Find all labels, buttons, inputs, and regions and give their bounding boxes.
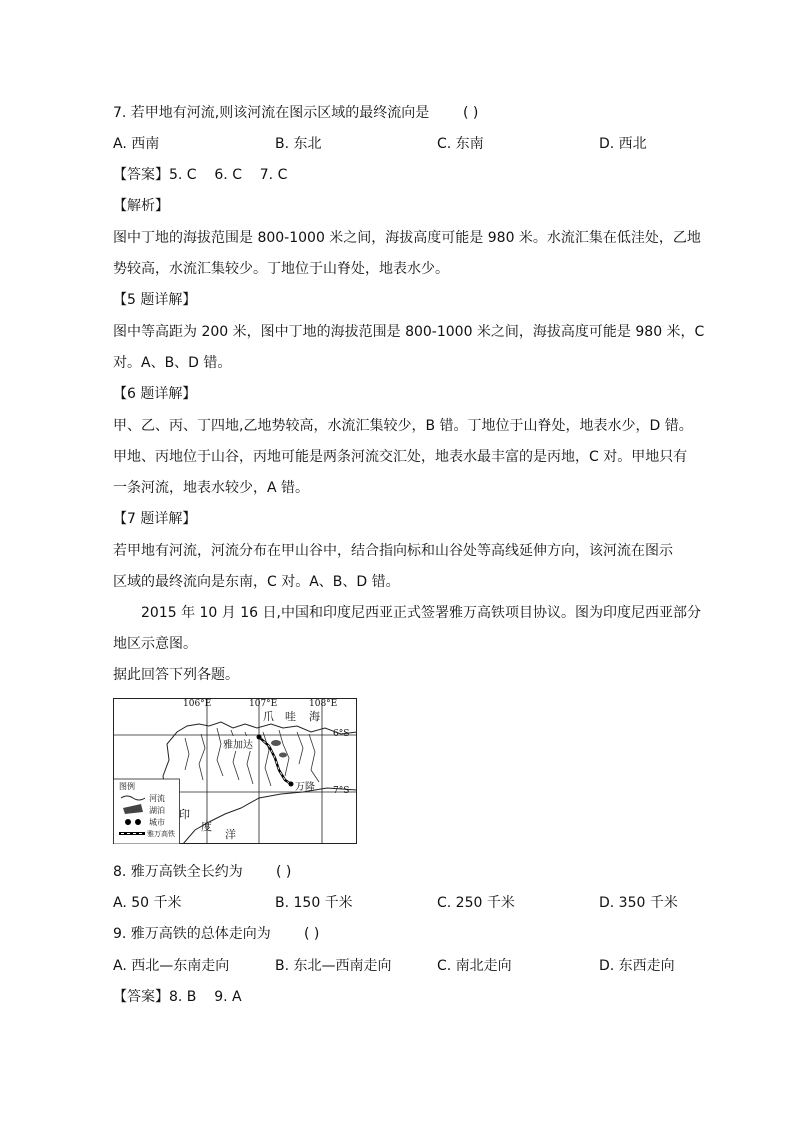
- ocean-label-2: 度: [201, 820, 212, 833]
- q6-detail-heading: 【6 题详解】: [113, 386, 197, 402]
- q5-detail-line-1: 图中等高距为 200 米，图中丁地的海拔范围是 800-1000 米之间，海拔高度可能是 980 米，C: [113, 324, 705, 340]
- q7-option-b: B. 东北: [275, 136, 322, 152]
- q6-detail-line-1: 甲、乙、丙、丁四地,乙地势较高，水流汇集较少，B 错。丁地位于山脊处，地表水少，D 错。: [113, 418, 693, 434]
- city-bandung-label: 万隆: [295, 782, 315, 793]
- q9-option-d: D. 东西走向: [599, 958, 675, 974]
- lon-106e-label: 106°E: [183, 699, 212, 709]
- ocean-label-1: 印: [179, 808, 190, 821]
- lon-108e-label: 108°E: [309, 699, 338, 709]
- q6-detail-line-2: 甲地、丙地位于山谷，丙地可能是两条河流交汇处，地表水最丰富的是丙地，C 对。甲地只有: [113, 449, 688, 465]
- q9-option-a: A. 西北—东南走向: [113, 958, 230, 974]
- sea-label-3: 海: [309, 710, 320, 723]
- indonesia-map: [113, 698, 357, 844]
- q9-stem: 9. 雅万高铁的总体走向为: [113, 926, 271, 942]
- q8-stem: 8. 雅万高铁全长约为: [113, 864, 243, 880]
- q7-option-d: D. 西北: [599, 136, 647, 152]
- intro-line-3: 据此回答下列各题。: [113, 667, 239, 683]
- lat-7s-label: 7°S: [333, 786, 350, 796]
- lake-1: [271, 740, 281, 746]
- legend-rail-label: 雅万高铁: [147, 830, 175, 838]
- intro-line-2: 地区示意图。: [113, 636, 197, 652]
- city-jakarta-label: 雅加达: [223, 736, 253, 751]
- intro-line-1: 2015 年 10 月 16 日,中国和印度尼西亚正式签署雅万高铁项目协议。图为印度尼西亚部分: [141, 605, 701, 621]
- legend-title: 图例: [119, 782, 135, 791]
- city-jakarta-dot: [257, 735, 262, 740]
- q5-detail-heading: 【5 题详解】: [113, 292, 197, 308]
- q8-option-d: D. 350 千米: [599, 895, 678, 911]
- q9-option-b: B. 东北—西南走向: [275, 958, 392, 974]
- analysis-line-2: 势较高，水流汇集较少。丁地位于山脊处，地表水少。: [113, 261, 449, 277]
- answer-8-9: 【答案】8. B 9. A: [113, 989, 242, 1005]
- q7-detail-line-2: 区域的最终流向是东南，C 对。A、B、D 错。: [113, 574, 400, 590]
- lake-2: [279, 753, 287, 758]
- q9-option-c: C. 南北走向: [437, 958, 512, 974]
- lat-6s-label: 6°S: [333, 729, 350, 739]
- analysis-heading: 【解析】: [113, 198, 169, 214]
- sea-label-1: 爪: [263, 710, 274, 723]
- q8-option-c: C. 250 千米: [437, 895, 515, 911]
- analysis-line-1: 图中丁地的海拔范围是 800-1000 米之间，海拔高度可能是 980 米。水流汇集在低洼处，乙地: [113, 230, 701, 246]
- q7-stem: 7. 若甲地有河流,则该河流在图示区域的最终流向是: [113, 105, 430, 121]
- q7-option-c: C. 东南: [437, 136, 484, 152]
- lon-107e-label: 107°E: [249, 699, 278, 709]
- q7-option-a: A. 西南: [113, 136, 160, 152]
- ocean-label-3: 洋: [225, 828, 236, 841]
- answer-5-7: 【答案】5. C 6. C 7. C: [113, 167, 288, 183]
- legend-river-label: 河流: [149, 794, 165, 803]
- q7-detail-heading: 【7 题详解】: [113, 511, 197, 527]
- q8-option-b: B. 150 千米: [275, 895, 353, 911]
- legend-city-label: 城市: [149, 818, 165, 827]
- q7-paren: ( ): [463, 105, 479, 121]
- q7-detail-line-1: 若甲地有河流，河流分布在甲山谷中，结合指向标和山谷处等高线延伸方向，该河流在图示: [113, 543, 673, 559]
- sea-label-2: 哇: [285, 710, 296, 723]
- legend-city-icon: [125, 819, 131, 825]
- q8-option-a: A. 50 千米: [113, 895, 182, 911]
- q9-paren: ( ): [304, 926, 320, 942]
- legend-lake-label: 湖泊: [149, 806, 165, 815]
- city-bandung-dot: [289, 782, 294, 787]
- q5-detail-line-2: 对。A、B、D 错。: [113, 355, 232, 371]
- q8-paren: ( ): [276, 864, 292, 880]
- q6-detail-line-3: 一条河流，地表水较少，A 错。: [113, 480, 310, 496]
